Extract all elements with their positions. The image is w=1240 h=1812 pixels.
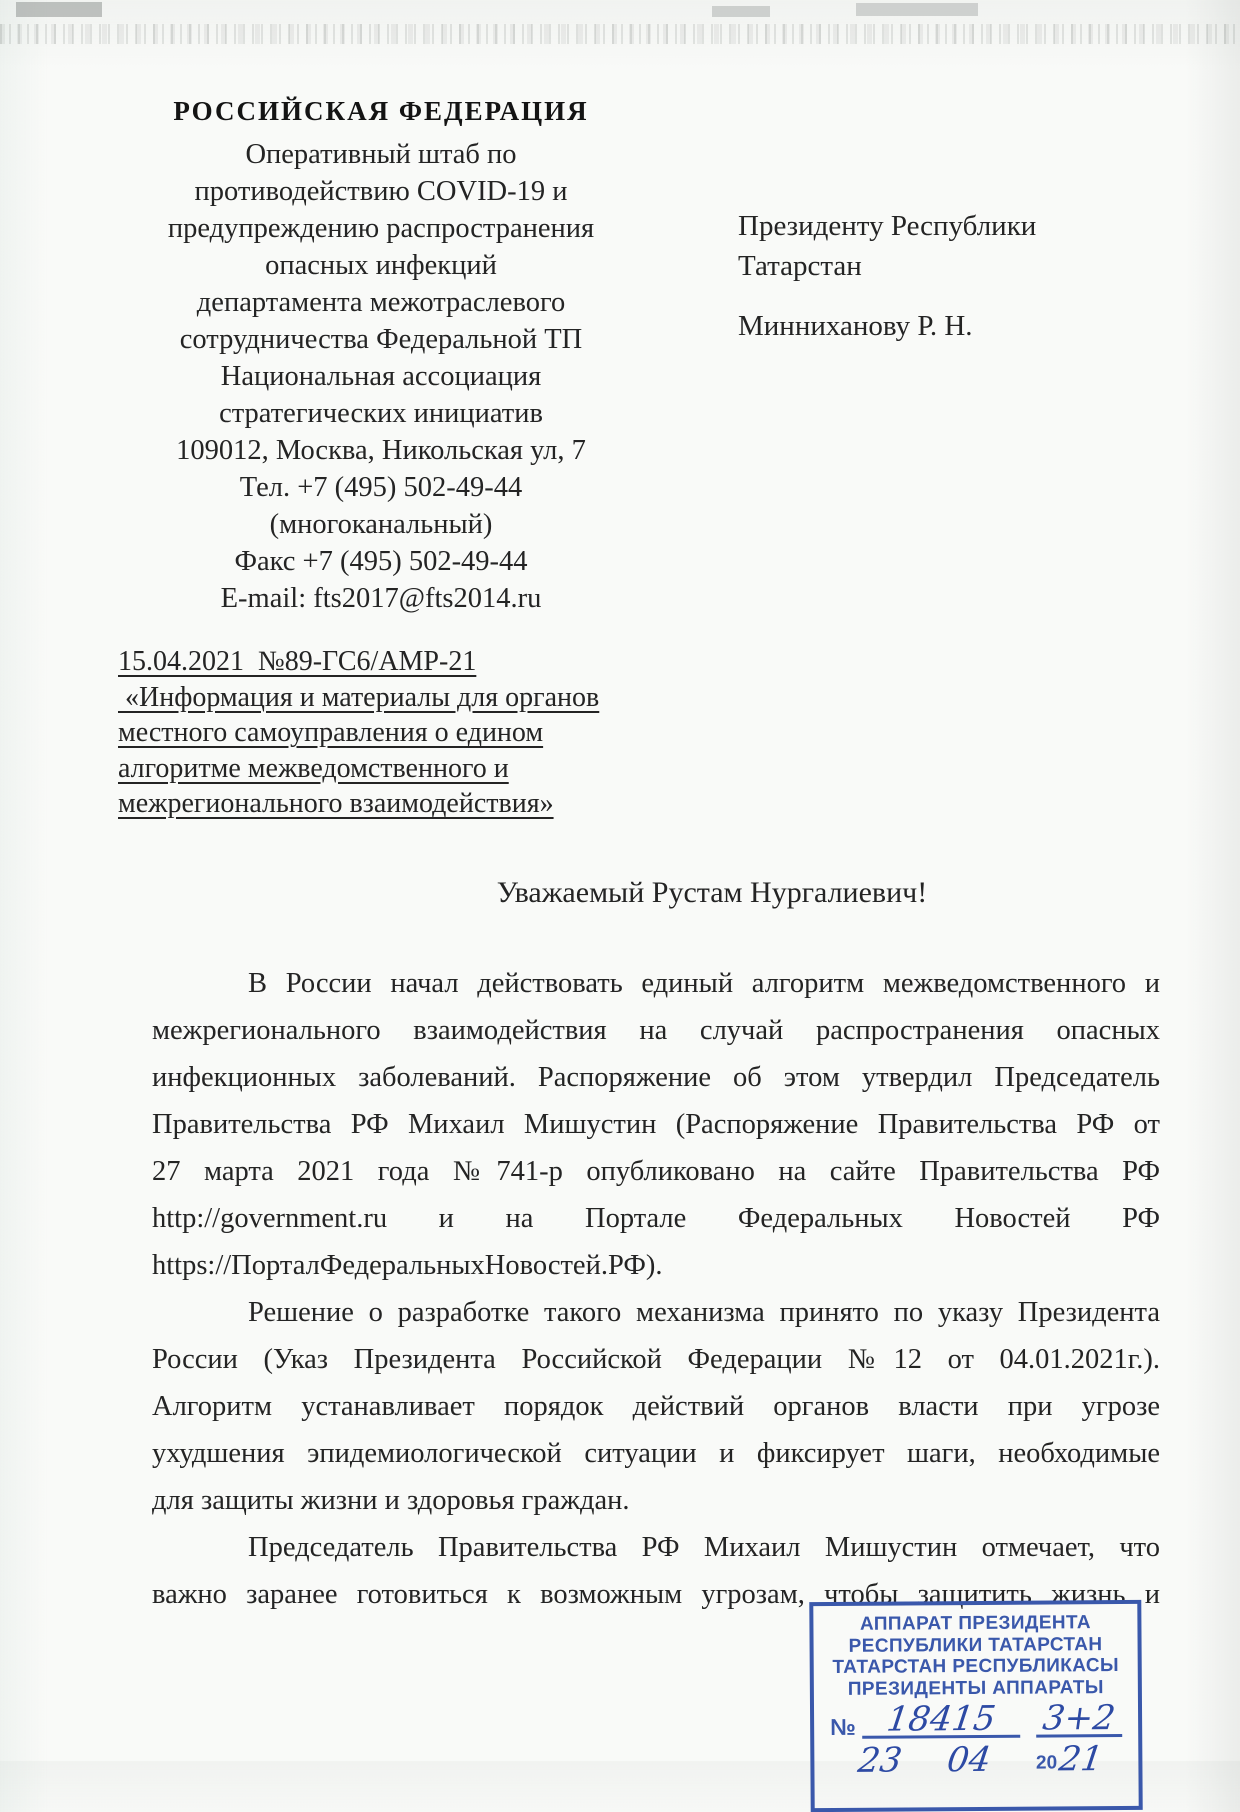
body-line: В России начал действовать единый алгоритм межведомственного и bbox=[248, 968, 1160, 999]
stamp-org-line: РЕСПУБЛИКИ ТАТАРСТАН bbox=[848, 1633, 1103, 1657]
letterhead bbox=[95, 96, 667, 617]
stamp-number-label: № bbox=[830, 1713, 856, 1741]
body-line: межрегионального взаимодействия на случай распространения опасных bbox=[152, 1015, 1160, 1046]
stamp-year-handwritten: 21 bbox=[1056, 1739, 1106, 1780]
letterhead-contact-line: E-mail: fts2017@fts2014.ru bbox=[220, 583, 542, 614]
reference-line: местного самоуправления о едином bbox=[118, 717, 544, 748]
body-line: ухудшения эпидемиологической ситуации и фиксирует шаги, необходимые bbox=[152, 1438, 1160, 1469]
reference-line: алгоритме межведомственного и bbox=[118, 752, 509, 784]
stamp-org-lines bbox=[813, 1612, 1138, 1700]
reference-line: межрегионального взаимодействия» bbox=[118, 788, 554, 819]
stamp-org-line: АППАРАТ ПРЕЗИДЕНТА bbox=[859, 1612, 1091, 1635]
letterhead-country: РОССИЙСКАЯ ФЕДЕРАЦИЯ bbox=[173, 96, 589, 126]
body-line: Решение о разработке такого механизма принято по указу Президента bbox=[248, 1297, 1160, 1328]
recipient-line: Татарстан bbox=[738, 250, 862, 282]
stamp-pages-handwritten: 3+2 bbox=[1040, 1698, 1118, 1739]
body-line: Правительства РФ Михаил Мишустин (Распоряжение Правительства РФ от bbox=[152, 1109, 1160, 1140]
scan-noise-band bbox=[0, 24, 1240, 44]
letterhead-org-lines bbox=[95, 136, 667, 432]
letterhead-contact-line: Тел. +7 (495) 502-49-44 bbox=[239, 472, 523, 503]
letterhead-org-line: предупреждению распространения bbox=[167, 213, 595, 244]
stamp-date-month-handwritten: 04 bbox=[944, 1739, 994, 1781]
scan-smudge bbox=[856, 3, 978, 16]
recipient-line: Президенту Республики bbox=[738, 210, 1037, 242]
stamp-date-row bbox=[855, 1739, 1106, 1781]
letterhead-org-line: опасных инфекций bbox=[265, 250, 497, 281]
registration-stamp bbox=[809, 1600, 1142, 1812]
stamp-org-line: ПРЕЗИДЕНТЫ АППАРАТЫ bbox=[847, 1676, 1104, 1700]
recipient-block bbox=[738, 206, 1168, 343]
stamp-number-handwritten: 18415 bbox=[884, 1698, 998, 1740]
letterhead-contact-line: 109012, Москва, Никольская ул, 7 bbox=[176, 435, 586, 466]
body-line: Алгоритм устанавливает порядок действий органов власти при угрозе bbox=[152, 1391, 1160, 1422]
letterhead-org-line: сотрудничества Федеральной ТП bbox=[179, 324, 583, 355]
body-paragraph bbox=[152, 960, 1160, 1289]
recipient-name: Минниханову Р. Н. bbox=[738, 310, 973, 342]
scan-smudge bbox=[712, 6, 770, 17]
stamp-number-field bbox=[862, 1698, 1021, 1740]
letterhead-org-line: противодействию COVID-19 и bbox=[194, 176, 568, 207]
letterhead-contact-line: Факс +7 (495) 502-49-44 bbox=[234, 546, 528, 577]
stamp-pages-field bbox=[1036, 1698, 1122, 1739]
letterhead-org-line: Оперативный штаб по bbox=[245, 139, 517, 170]
stamp-date-day-handwritten: 23 bbox=[855, 1740, 905, 1781]
scan-smudge bbox=[16, 2, 102, 17]
salutation: Уважаемый Рустам Нургалиевич! bbox=[496, 876, 928, 909]
letter-body bbox=[152, 960, 1160, 1618]
reference-block bbox=[118, 644, 738, 822]
letterhead-contact-line: (многоканальный) bbox=[269, 509, 493, 540]
letterhead-org-line: стратегических инициатив bbox=[219, 398, 543, 429]
recipient-lines bbox=[738, 206, 1168, 286]
stamp-org-line: ТАТАРСТАН РЕСПУБЛИКАСЫ bbox=[832, 1655, 1120, 1679]
body-line: http://government.ru и на Портале Федеральных Новостей РФ bbox=[152, 1203, 1160, 1234]
letterhead-contact-lines bbox=[95, 432, 667, 617]
body-line: https://ПорталФедеральныхНовостей.РФ). bbox=[152, 1250, 663, 1281]
body-line: инфекционных заболеваний. Распоряжение об этом утвердил Председатель bbox=[152, 1062, 1160, 1093]
body-line: России (Указ Президента Российской Федерации №12 от 04.01.2021г.). bbox=[152, 1344, 1160, 1375]
body-line: важно заранее готовиться к возможным угрозам, чтобы защитить жизнь и bbox=[152, 1579, 1160, 1610]
body-line: 27 марта 2021 года №741-р опубликовано на сайте Правительства РФ bbox=[152, 1156, 1160, 1187]
letterhead-org-line: департамента межотраслевого bbox=[196, 287, 566, 318]
body-line: для защиты жизни и здоровья граждан. bbox=[152, 1485, 630, 1516]
stamp-number-row bbox=[830, 1698, 1122, 1741]
stamp-year-group bbox=[1035, 1739, 1106, 1780]
body-paragraph bbox=[152, 1289, 1160, 1524]
letterhead-org-line: Национальная ассоциация bbox=[220, 361, 542, 392]
reference-line: «Информация и материалы для органов bbox=[118, 681, 600, 713]
reference-line: 15.04.2021 №89-ГС6/АМР-21 bbox=[118, 646, 477, 677]
body-line: Председатель Правительства РФ Михаил Мишустин отмечает, что bbox=[248, 1532, 1160, 1563]
stamp-year-prefix: 20 bbox=[1035, 1752, 1058, 1774]
